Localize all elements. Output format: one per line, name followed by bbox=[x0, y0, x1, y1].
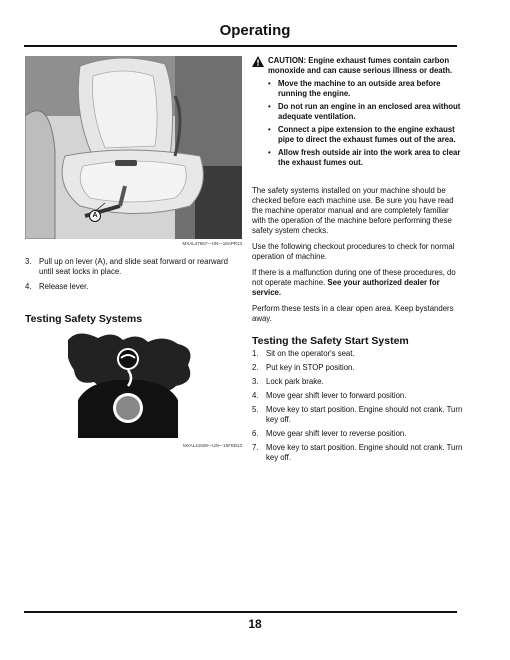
left-steps bbox=[25, 257, 240, 297]
list-item: • Move the machine to an outside area before running the engine. bbox=[268, 79, 464, 99]
paragraph bbox=[252, 268, 464, 298]
list-item: • Do not run an engine in an enclosed area without adequate ventilation. bbox=[268, 102, 464, 122]
step-number: 3. bbox=[252, 377, 259, 386]
caution-bullet: Move the machine to an outside area before running the engine. bbox=[278, 79, 441, 98]
page-number: 18 bbox=[248, 617, 262, 631]
seat-illustration bbox=[25, 56, 242, 239]
step-text: Put key in STOP position. bbox=[266, 363, 355, 372]
step-text: Sit on the operator's seat. bbox=[266, 349, 355, 358]
paragraph: The safety systems installed on your machine should be checked before each machine use. Be sure you have read the machine operator manual and are completely familiar with the operation of the machine before performing these safety system checks. bbox=[252, 186, 454, 235]
caution-bullet: Connect a pipe extension to the engine exhaust pipe to direct the exhaust fumes out of the area. bbox=[278, 125, 456, 144]
paragraph: Perform these tests in a clear open area. Keep bystanders away. bbox=[252, 304, 454, 323]
list-item bbox=[252, 429, 464, 439]
caution-bullet: Do not run an engine in an enclosed area without adequate ventilation. bbox=[278, 102, 461, 121]
right-steps bbox=[252, 349, 464, 467]
exhaust-warning-icon bbox=[68, 330, 196, 438]
list-item bbox=[252, 363, 464, 373]
footer-rule bbox=[24, 611, 457, 613]
list-item bbox=[25, 257, 240, 277]
step-text: Release lever. bbox=[39, 282, 89, 291]
list-item bbox=[252, 443, 464, 463]
step-text: Pull up on lever (A), and slide seat forward or rearward until seat locks in place. bbox=[39, 257, 228, 276]
list-item bbox=[252, 377, 464, 387]
step-number: 2. bbox=[252, 363, 259, 372]
step-number: 5. bbox=[252, 405, 259, 414]
section-heading-safety-start: Testing the Safety Start System bbox=[252, 335, 409, 347]
list-item: • Allow fresh outside air into the work area to clear the exhaust fumes out. bbox=[268, 148, 464, 168]
list-item: • Connect a pipe extension to the engine exhaust pipe to direct the exhaust fumes out of the area. bbox=[268, 125, 464, 145]
list-item bbox=[252, 391, 464, 401]
step-number: 1. bbox=[252, 349, 259, 358]
callout-a: A bbox=[89, 210, 101, 222]
step-number: 3. bbox=[25, 257, 32, 266]
step-text: Move key to start position. Engine should not crank. Turn key off. bbox=[266, 443, 463, 462]
paragraph-text: If there is a malfunction during one of these procedures, do not operate machine. bbox=[252, 268, 456, 287]
seat-photo bbox=[25, 56, 242, 239]
step-text: Move gear shift lever to reverse position. bbox=[266, 429, 407, 438]
paragraph: Use the following checkout procedures to check for normal operation of machine. bbox=[252, 242, 455, 261]
step-text: Lock park brake. bbox=[266, 377, 324, 386]
step-number: 4. bbox=[252, 391, 259, 400]
list-item bbox=[252, 405, 464, 425]
safety-intro bbox=[252, 186, 464, 330]
section-heading-safety-systems: Testing Safety Systems bbox=[25, 313, 143, 325]
photo-caption: MXAL47667—UN—18APR13 bbox=[182, 241, 242, 246]
header-rule bbox=[24, 45, 457, 47]
caution-block bbox=[252, 56, 464, 168]
step-text: Move gear shift lever to forward position. bbox=[266, 391, 407, 400]
step-number: 6. bbox=[252, 429, 259, 438]
list-item bbox=[25, 282, 240, 292]
step-text: Move key to start position. Engine should not crank. Turn key off. bbox=[266, 405, 463, 424]
step-number: 4. bbox=[25, 282, 32, 291]
dealer-service-note: See your authorized dealer for service. bbox=[252, 278, 440, 297]
warning-triangle-icon bbox=[252, 56, 268, 76]
list-item bbox=[252, 349, 464, 359]
page-title: Operating bbox=[219, 22, 291, 39]
caution-lead: CAUTION: Engine exhaust fumes contain carbon monoxide and can cause serious illness or death. bbox=[268, 56, 453, 75]
caution-bullet: Allow fresh outside air into the work area to clear the exhaust fumes out. bbox=[278, 148, 461, 167]
step-number: 7. bbox=[252, 443, 259, 452]
warning-caption: MXAL41528—UN—15FEB13 bbox=[182, 443, 242, 448]
